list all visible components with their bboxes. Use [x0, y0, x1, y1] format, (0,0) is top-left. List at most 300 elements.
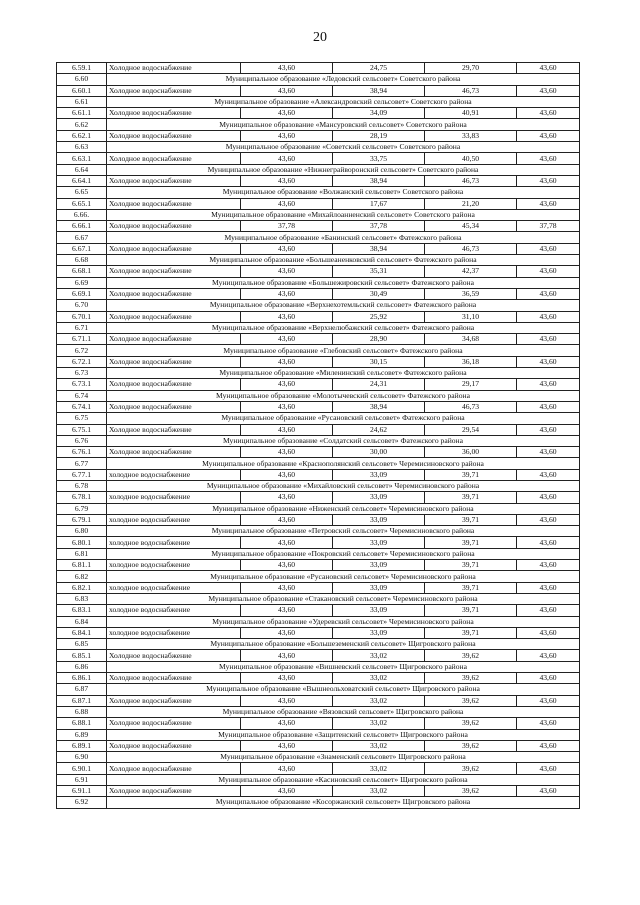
table-row	[57, 85, 580, 96]
row-number: 6.84	[57, 616, 107, 627]
service-name: холодное водоснабжение	[107, 469, 241, 480]
tariff-value-1: 43,60	[241, 537, 333, 548]
tariff-value-2: 30,15	[333, 356, 425, 367]
table-row	[57, 605, 580, 616]
tariff-value-3: 39,71	[425, 605, 517, 616]
municipality-row	[57, 96, 580, 107]
municipality-name: Муниципальное образование «Вышнеольховатский сельсовет» Щигровского района	[107, 684, 580, 695]
municipality-row	[57, 458, 580, 469]
tariff-value-3: 39,71	[425, 627, 517, 638]
table-row	[57, 447, 580, 458]
municipality-row	[57, 435, 580, 446]
tariff-value-1: 43,60	[241, 108, 333, 119]
row-number: 6.63	[57, 142, 107, 153]
service-name: холодное водоснабжение	[107, 627, 241, 638]
tariff-value-2: 24,31	[333, 379, 425, 390]
municipality-row	[57, 413, 580, 424]
tariff-value-2: 33,09	[333, 605, 425, 616]
tariff-value-3: 46,73	[425, 401, 517, 412]
tariff-value-1: 43,60	[241, 379, 333, 390]
table-row	[57, 311, 580, 322]
row-number: 6.68.1	[57, 266, 107, 277]
service-name: Холодное водоснабжение	[107, 401, 241, 412]
service-name: Холодное водоснабжение	[107, 673, 241, 684]
tariff-value-4: 43,60	[517, 63, 580, 74]
tariff-value-1: 43,60	[241, 582, 333, 593]
tariff-value-4: 43,60	[517, 695, 580, 706]
tariff-value-2: 33,09	[333, 537, 425, 548]
table-row	[57, 221, 580, 232]
tariff-value-2: 25,92	[333, 311, 425, 322]
tariff-value-1: 43,60	[241, 673, 333, 684]
municipality-name: Муниципальное образование «Михайловский сельсовет» Черемисиновского района	[107, 480, 580, 491]
row-number: 6.70.1	[57, 311, 107, 322]
tariff-value-1: 43,60	[241, 718, 333, 729]
tariff-value-4: 43,60	[517, 673, 580, 684]
tariff-value-1: 43,60	[241, 763, 333, 774]
tariff-value-2: 38,94	[333, 85, 425, 96]
municipality-row	[57, 480, 580, 491]
service-name: Холодное водоснабжение	[107, 243, 241, 254]
municipality-row	[57, 526, 580, 537]
municipality-name: Муниципальное образование «Михайлоанненский сельсовет» Советского района	[107, 209, 580, 220]
tariff-value-4: 43,60	[517, 560, 580, 571]
tariff-value-1: 37,78	[241, 221, 333, 232]
municipality-name: Муниципальное образование «Защитенский сельсовет» Щигровского района	[107, 729, 580, 740]
row-number: 6.60	[57, 74, 107, 85]
row-number: 6.60.1	[57, 85, 107, 96]
tariff-value-3: 34,68	[425, 334, 517, 345]
row-number: 6.85	[57, 639, 107, 650]
tariff-value-2: 38,94	[333, 243, 425, 254]
tariff-value-2: 17,67	[333, 198, 425, 209]
row-number: 6.90	[57, 752, 107, 763]
tariff-value-1: 43,60	[241, 130, 333, 141]
municipality-name: Муниципальное образование «Вишневский сельсовет» Щигровского района	[107, 661, 580, 672]
table-row	[57, 130, 580, 141]
row-number: 6.86.1	[57, 673, 107, 684]
tariff-value-4: 43,60	[517, 763, 580, 774]
tariff-value-4: 43,60	[517, 311, 580, 322]
row-number: 6.73.1	[57, 379, 107, 390]
tariff-value-2: 33,02	[333, 695, 425, 706]
tariff-value-1: 43,60	[241, 560, 333, 571]
tariff-value-3: 39,62	[425, 695, 517, 706]
tariff-table-body	[57, 63, 580, 809]
municipality-name: Муниципальное образование «Вязовский сельсовет» Щигровского района	[107, 706, 580, 717]
tariff-value-2: 33,02	[333, 650, 425, 661]
tariff-value-1: 43,60	[241, 153, 333, 164]
table-row	[57, 108, 580, 119]
service-name: Холодное водоснабжение	[107, 718, 241, 729]
municipality-row	[57, 232, 580, 243]
service-name: Холодное водоснабжение	[107, 379, 241, 390]
tariff-value-4: 43,60	[517, 379, 580, 390]
table-row	[57, 63, 580, 74]
row-number: 6.86	[57, 661, 107, 672]
table-row	[57, 243, 580, 254]
service-name: Холодное водоснабжение	[107, 356, 241, 367]
tariff-value-3: 29,17	[425, 379, 517, 390]
municipality-name: Муниципальное образование «Касиновский сельсовет» Щигровского района	[107, 774, 580, 785]
tariff-value-3: 39,62	[425, 740, 517, 751]
row-number: 6.75	[57, 413, 107, 424]
service-name: Холодное водоснабжение	[107, 198, 241, 209]
page-number: 20	[313, 30, 327, 45]
municipality-row	[57, 503, 580, 514]
tariff-value-1: 43,60	[241, 492, 333, 503]
row-number: 6.82	[57, 571, 107, 582]
service-name: Холодное водоснабжение	[107, 288, 241, 299]
tariff-value-1: 43,60	[241, 243, 333, 254]
row-number: 6.72.1	[57, 356, 107, 367]
tariff-value-4: 37,78	[517, 221, 580, 232]
tariff-value-3: 39,71	[425, 582, 517, 593]
tariff-value-2: 33,02	[333, 718, 425, 729]
row-number: 6.69	[57, 277, 107, 288]
table-row	[57, 650, 580, 661]
municipality-name: Муниципальное образование «Солдатский сельсовет» Фатежского района	[107, 435, 580, 446]
municipality-name: Муниципальное образование «Краснополянский сельсовет» Черемисиновского района	[107, 458, 580, 469]
tariff-value-3: 39,71	[425, 469, 517, 480]
tariff-value-3: 46,73	[425, 175, 517, 186]
municipality-row	[57, 187, 580, 198]
municipality-row	[57, 706, 580, 717]
tariff-value-4: 43,60	[517, 786, 580, 797]
tariff-value-1: 43,60	[241, 356, 333, 367]
table-row	[57, 469, 580, 480]
tariff-value-4: 43,60	[517, 401, 580, 412]
row-number: 6.91.1	[57, 786, 107, 797]
tariff-value-2: 30,00	[333, 447, 425, 458]
municipality-name: Муниципальное образование «Большеземенский сельсовет» Щигровского района	[107, 639, 580, 650]
row-number: 6.65	[57, 187, 107, 198]
table-row	[57, 379, 580, 390]
row-number: 6.67	[57, 232, 107, 243]
table-row	[57, 673, 580, 684]
row-number: 6.74.1	[57, 401, 107, 412]
municipality-row	[57, 548, 580, 559]
table-row	[57, 288, 580, 299]
service-name: холодное водоснабжение	[107, 605, 241, 616]
municipality-name: Муниципальное образование «Нижнеграйворонский сельсовет» Советского района	[107, 164, 580, 175]
tariff-value-1: 43,60	[241, 311, 333, 322]
row-number: 6.81	[57, 548, 107, 559]
table-row	[57, 718, 580, 729]
tariff-value-4: 43,60	[517, 627, 580, 638]
tariff-value-3: 45,34	[425, 221, 517, 232]
tariff-value-3: 36,59	[425, 288, 517, 299]
municipality-row	[57, 164, 580, 175]
tariff-value-4: 43,60	[517, 175, 580, 186]
row-number: 6.88.1	[57, 718, 107, 729]
service-name: холодное водоснабжение	[107, 582, 241, 593]
municipality-row	[57, 142, 580, 153]
municipality-row	[57, 368, 580, 379]
municipality-row	[57, 684, 580, 695]
tariff-value-2: 33,09	[333, 560, 425, 571]
row-number: 6.72	[57, 345, 107, 356]
tariff-value-3: 29,54	[425, 424, 517, 435]
tariff-value-2: 37,78	[333, 221, 425, 232]
table-row	[57, 560, 580, 571]
municipality-name: Муниципальное образование «Александровский сельсовет» Советского района	[107, 96, 580, 107]
row-number: 6.87	[57, 684, 107, 695]
tariff-value-1: 43,60	[241, 175, 333, 186]
tariff-value-1: 43,60	[241, 447, 333, 458]
service-name: Холодное водоснабжение	[107, 266, 241, 277]
row-number: 6.90.1	[57, 763, 107, 774]
municipality-row	[57, 797, 580, 808]
municipality-name: Муниципальное образование «Молотычевский сельсовет» Фатежского района	[107, 390, 580, 401]
tariff-value-1: 43,60	[241, 424, 333, 435]
tariff-value-4: 43,60	[517, 514, 580, 525]
tariff-value-3: 46,73	[425, 85, 517, 96]
table-row	[57, 514, 580, 525]
municipality-name: Муниципальное образование «Петровский сельсовет» Черемисиновского района	[107, 526, 580, 537]
table-row	[57, 198, 580, 209]
table-row	[57, 266, 580, 277]
municipality-name: Муниципальное образование «Стакановский сельсовет» Черемисиновского района	[107, 593, 580, 604]
service-name: Холодное водоснабжение	[107, 650, 241, 661]
municipality-row	[57, 593, 580, 604]
tariff-value-1: 43,60	[241, 401, 333, 412]
row-number: 6.76.1	[57, 447, 107, 458]
tariff-value-1: 43,60	[241, 627, 333, 638]
tariff-value-2: 28,90	[333, 334, 425, 345]
tariff-value-2: 28,19	[333, 130, 425, 141]
tariff-value-4: 43,60	[517, 650, 580, 661]
tariff-value-1: 43,60	[241, 695, 333, 706]
row-number: 6.66.	[57, 209, 107, 220]
tariff-value-4: 43,60	[517, 85, 580, 96]
tariff-value-3: 36,00	[425, 447, 517, 458]
tariff-value-1: 43,60	[241, 740, 333, 751]
tariff-value-3: 39,71	[425, 492, 517, 503]
tariff-value-1: 43,60	[241, 266, 333, 277]
row-number: 6.68	[57, 255, 107, 266]
row-number: 6.87.1	[57, 695, 107, 706]
tariff-value-2: 35,31	[333, 266, 425, 277]
municipality-name: Муниципальное образование «Косоржанский сельсовет» Щигровского района	[107, 797, 580, 808]
row-number: 6.62.1	[57, 130, 107, 141]
tariff-value-3: 40,50	[425, 153, 517, 164]
tariff-value-3: 40,91	[425, 108, 517, 119]
row-number: 6.84.1	[57, 627, 107, 638]
municipality-name: Муниципальное образование «Знаменский сельсовет» Щигровского района	[107, 752, 580, 763]
tariff-value-2: 33,09	[333, 582, 425, 593]
row-number: 6.71.1	[57, 334, 107, 345]
tariff-value-1: 43,60	[241, 469, 333, 480]
tariff-value-3: 31,10	[425, 311, 517, 322]
municipality-row	[57, 729, 580, 740]
tariff-value-3: 39,62	[425, 718, 517, 729]
tariff-value-4: 43,60	[517, 718, 580, 729]
tariff-value-1: 43,60	[241, 85, 333, 96]
tariff-value-1: 43,60	[241, 514, 333, 525]
municipality-row	[57, 255, 580, 266]
row-number: 6.83	[57, 593, 107, 604]
municipality-row	[57, 345, 580, 356]
tariff-value-3: 42,37	[425, 266, 517, 277]
row-number: 6.74	[57, 390, 107, 401]
table-row	[57, 740, 580, 751]
tariff-value-4: 43,60	[517, 153, 580, 164]
row-number: 6.70	[57, 300, 107, 311]
row-number: 6.69.1	[57, 288, 107, 299]
row-number: 6.64.1	[57, 175, 107, 186]
row-number: 6.61.1	[57, 108, 107, 119]
row-number: 6.92	[57, 797, 107, 808]
service-name: Холодное водоснабжение	[107, 786, 241, 797]
row-number: 6.77.1	[57, 469, 107, 480]
tariff-value-4: 43,60	[517, 356, 580, 367]
municipality-name: Муниципальное образование «Удеревский сельсовет» Черемисиновского района	[107, 616, 580, 627]
municipality-name: Муниципальное образование «Русановский сельсовет» Черемисиновского района	[107, 571, 580, 582]
tariff-value-3: 36,18	[425, 356, 517, 367]
tariff-value-3: 39,71	[425, 537, 517, 548]
tariff-value-3: 21,20	[425, 198, 517, 209]
table-row	[57, 424, 580, 435]
service-name: холодное водоснабжение	[107, 560, 241, 571]
tariff-value-2: 38,94	[333, 401, 425, 412]
service-name: Холодное водоснабжение	[107, 695, 241, 706]
tariff-value-4: 43,60	[517, 334, 580, 345]
row-number: 6.79.1	[57, 514, 107, 525]
table-row	[57, 627, 580, 638]
municipality-row	[57, 300, 580, 311]
service-name: Холодное водоснабжение	[107, 424, 241, 435]
row-number: 6.59.1	[57, 63, 107, 74]
row-number: 6.83.1	[57, 605, 107, 616]
row-number: 6.88	[57, 706, 107, 717]
row-number: 6.77	[57, 458, 107, 469]
tariff-value-2: 33,02	[333, 673, 425, 684]
municipality-row	[57, 209, 580, 220]
row-number: 6.79	[57, 503, 107, 514]
municipality-row	[57, 322, 580, 333]
municipality-name: Муниципальное образование «Советский сельсовет» Советского района	[107, 142, 580, 153]
row-number: 6.65.1	[57, 198, 107, 209]
tariff-value-3: 39,62	[425, 763, 517, 774]
municipality-name: Муниципальное образование «Покровский сельсовет» Черемисиновского района	[107, 548, 580, 559]
tariff-value-1: 43,60	[241, 605, 333, 616]
tariff-value-1: 43,60	[241, 63, 333, 74]
tariff-value-3: 33,83	[425, 130, 517, 141]
municipality-row	[57, 661, 580, 672]
tariff-value-2: 24,75	[333, 63, 425, 74]
table-row	[57, 492, 580, 503]
municipality-name: Муниципальное образование «Ледовский сельсовет» Советского района	[107, 74, 580, 85]
service-name: холодное водоснабжение	[107, 492, 241, 503]
table-row	[57, 537, 580, 548]
tariff-value-4: 43,60	[517, 243, 580, 254]
row-number: 6.78	[57, 480, 107, 491]
tariff-value-4: 43,60	[517, 108, 580, 119]
tariff-value-3: 39,71	[425, 560, 517, 571]
tariff-value-4: 43,60	[517, 469, 580, 480]
municipality-row	[57, 774, 580, 785]
municipality-name: Муниципальное образование «Верхнелюбажский сельсовет» Фатежского района	[107, 322, 580, 333]
service-name: Холодное водоснабжение	[107, 175, 241, 186]
row-number: 6.71	[57, 322, 107, 333]
row-number: 6.73	[57, 368, 107, 379]
tariff-value-2: 34,09	[333, 108, 425, 119]
municipality-name: Муниципальное образование «Большежировский сельсовет» Фатежского района	[107, 277, 580, 288]
municipality-name: Муниципальное образование «Банинский сельсовет» Фатежского района	[107, 232, 580, 243]
service-name: Холодное водоснабжение	[107, 221, 241, 232]
tariff-value-2: 30,49	[333, 288, 425, 299]
municipality-name: Муниципальное образование «Верхнехотемльский сельсовет» Фатежского района	[107, 300, 580, 311]
tariff-value-2: 33,75	[333, 153, 425, 164]
tariff-value-4: 43,60	[517, 288, 580, 299]
municipality-row	[57, 390, 580, 401]
service-name: Холодное водоснабжение	[107, 63, 241, 74]
table-row	[57, 786, 580, 797]
municipality-name: Муниципальное образование «Миленинский сельсовет» Фатежского района	[107, 368, 580, 379]
table-row	[57, 695, 580, 706]
tariff-value-2: 24,62	[333, 424, 425, 435]
tariff-value-4: 43,60	[517, 492, 580, 503]
tariff-value-4: 43,60	[517, 447, 580, 458]
table-row	[57, 175, 580, 186]
municipality-row	[57, 119, 580, 130]
service-name: холодное водоснабжение	[107, 514, 241, 525]
table-row	[57, 334, 580, 345]
row-number: 6.62	[57, 119, 107, 130]
municipality-row	[57, 277, 580, 288]
tariff-value-4: 43,60	[517, 130, 580, 141]
row-number: 6.67.1	[57, 243, 107, 254]
tariff-value-4: 43,60	[517, 266, 580, 277]
row-number: 6.85.1	[57, 650, 107, 661]
tariff-value-2: 38,94	[333, 175, 425, 186]
tariff-value-3: 39,71	[425, 514, 517, 525]
service-name: Холодное водоснабжение	[107, 108, 241, 119]
municipality-row	[57, 752, 580, 763]
tariff-value-4: 43,60	[517, 537, 580, 548]
tariff-value-4: 43,60	[517, 740, 580, 751]
row-number: 6.66.1	[57, 221, 107, 232]
tariff-value-1: 43,60	[241, 650, 333, 661]
service-name: Холодное водоснабжение	[107, 85, 241, 96]
service-name: Холодное водоснабжение	[107, 334, 241, 345]
table-row	[57, 401, 580, 412]
row-number: 6.80.1	[57, 537, 107, 548]
row-number: 6.61	[57, 96, 107, 107]
service-name: Холодное водоснабжение	[107, 740, 241, 751]
tariff-value-1: 43,60	[241, 786, 333, 797]
tariff-value-4: 43,60	[517, 198, 580, 209]
tariff-value-3: 39,62	[425, 673, 517, 684]
municipality-row	[57, 571, 580, 582]
tariff-value-3: 29,70	[425, 63, 517, 74]
row-number: 6.63.1	[57, 153, 107, 164]
municipality-row	[57, 639, 580, 650]
row-number: 6.89.1	[57, 740, 107, 751]
row-number: 6.76	[57, 435, 107, 446]
tariff-value-2: 33,02	[333, 763, 425, 774]
service-name: Холодное водоснабжение	[107, 763, 241, 774]
municipality-row	[57, 616, 580, 627]
table-row	[57, 582, 580, 593]
service-name: Холодное водоснабжение	[107, 153, 241, 164]
table-row	[57, 763, 580, 774]
tariff-value-1: 43,60	[241, 334, 333, 345]
row-number: 6.82.1	[57, 582, 107, 593]
row-number: 6.91	[57, 774, 107, 785]
service-name: Холодное водоснабжение	[107, 311, 241, 322]
